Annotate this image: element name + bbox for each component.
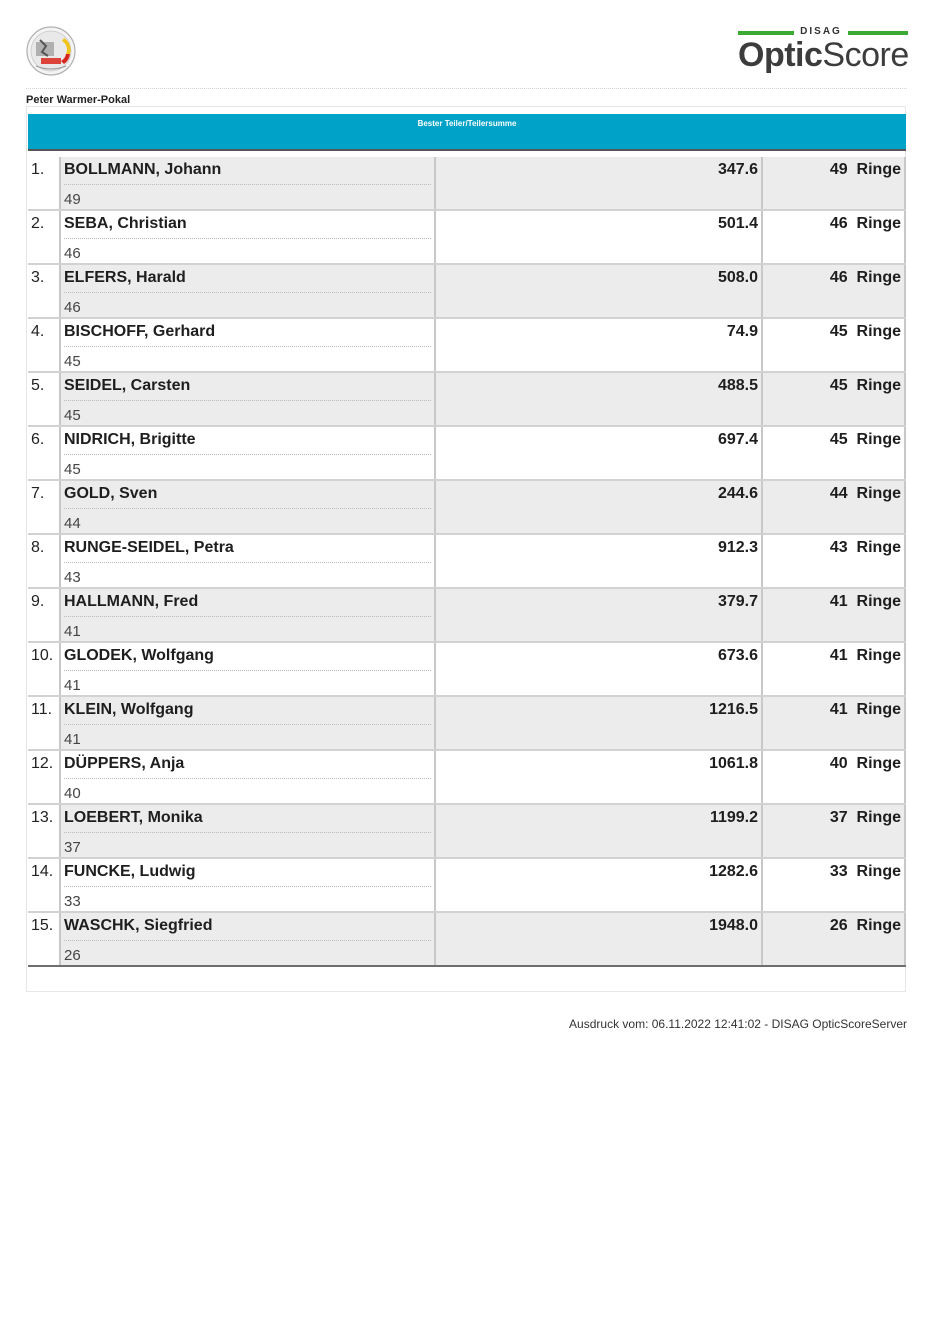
teiler-value: 1061.8 [434,751,761,803]
rank-cell: 13. [31,809,54,826]
shooter-name: NIDRICH, Brigitte [64,431,196,448]
teiler-value: 1216.5 [434,697,761,749]
shooter-series-value: 49 [64,191,81,208]
shooter-name: ELFERS, Harald [64,269,186,286]
rank-cell: 4. [31,323,45,340]
shooter-name: FUNCKE, Ludwig [64,863,196,880]
table-row [28,157,906,211]
table-row [28,373,906,427]
dotted-divider [64,238,431,239]
ringe-value: 33 Ringe [761,859,906,911]
shooter-name: DÜPPERS, Anja [64,755,185,772]
teiler-value: 347.6 [434,157,761,209]
brand-bar-left [738,31,794,35]
rank-cell: 7. [31,485,45,502]
dotted-divider [64,778,431,779]
teiler-value: 379.7 [434,589,761,641]
shooter-series-value: 45 [64,407,81,424]
teiler-value: 501.4 [434,211,761,263]
table-row [28,913,906,967]
brand-logo [738,28,908,74]
shooter-cell [59,535,434,587]
teiler-value: 912.3 [434,535,761,587]
shooter-cell [59,481,434,533]
shooter-series-value: 37 [64,839,81,856]
ringe-value: 49 Ringe [761,157,906,209]
shooter-series-value: 45 [64,353,81,370]
dotted-divider [64,292,431,293]
ringe-value: 43 Ringe [761,535,906,587]
shooter-cell [59,373,434,425]
ringe-value: 41 Ringe [761,697,906,749]
shooter-name: GOLD, Sven [64,485,158,502]
shooter-name: RUNGE-SEIDEL, Petra [64,539,234,556]
ringe-value: 46 Ringe [761,211,906,263]
teiler-value: 74.9 [434,319,761,371]
shooter-cell [59,319,434,371]
shooter-series-value: 41 [64,731,81,748]
table-row [28,751,906,805]
shooter-cell [59,643,434,695]
table-row [28,265,906,319]
shooter-name: KLEIN, Wolfgang [64,701,194,718]
shooter-cell [59,805,434,857]
table-row [28,427,906,481]
ringe-value: 41 Ringe [761,589,906,641]
ringe-value: 37 Ringe [761,805,906,857]
shooter-cell [59,211,434,263]
shooter-name: BISCHOFF, Gerhard [64,323,216,340]
document-title: Peter Warmer-Pokal [26,94,131,106]
teiler-value: 673.6 [434,643,761,695]
dotted-divider [64,346,431,347]
teiler-value: 1948.0 [434,913,761,965]
column-header-band [28,114,906,151]
table-row [28,211,906,265]
rank-cell: 10. [31,647,54,664]
dotted-divider [64,508,431,509]
dotted-divider [64,616,431,617]
club-emblem-icon [26,26,76,76]
shooter-series-value: 41 [64,623,81,640]
teiler-value: 1282.6 [434,859,761,911]
rank-cell: 1. [31,161,45,178]
shooter-series-value: 26 [64,947,81,964]
brand-top-label: DISAG [800,26,842,37]
shooter-cell [59,265,434,317]
brand-name-bold: Optic [738,36,823,74]
results-table [28,157,906,967]
shooter-name: HALLMANN, Fred [64,593,199,610]
rank-cell: 15. [31,917,54,934]
table-row [28,805,906,859]
dotted-divider [64,400,431,401]
dotted-divider [64,670,431,671]
dotted-divider [64,886,431,887]
teiler-value: 1199.2 [434,805,761,857]
dotted-divider [64,940,431,941]
rank-cell: 14. [31,863,54,880]
brand-bar-right [848,31,908,35]
shooter-series-value: 33 [64,893,81,910]
shooter-cell [59,913,434,965]
brand-name [738,36,909,74]
table-row [28,643,906,697]
print-footer: Ausdruck vom: 06.11.2022 12:41:02 - DISAG OpticScoreServer [569,1017,907,1031]
dotted-divider [64,562,431,563]
dotted-divider [64,184,431,185]
rank-cell: 8. [31,539,45,556]
dotted-divider [64,724,431,725]
shooter-cell [59,427,434,479]
shooter-series-value: 45 [64,461,81,478]
shooter-name: SEBA, Christian [64,215,187,232]
shooter-cell [59,697,434,749]
shooter-series-value: 40 [64,785,81,802]
ringe-value: 45 Ringe [761,373,906,425]
shooter-cell [59,589,434,641]
rank-cell: 2. [31,215,45,232]
teiler-value: 488.5 [434,373,761,425]
rank-cell: 11. [31,701,53,718]
shooter-series-value: 46 [64,299,81,316]
table-row [28,535,906,589]
ringe-value: 46 Ringe [761,265,906,317]
shooter-name: LOEBERT, Monika [64,809,203,826]
dotted-divider [64,832,431,833]
table-row [28,589,906,643]
rank-cell: 5. [31,377,45,394]
shooter-series-value: 43 [64,569,81,586]
shooter-cell [59,157,434,209]
teiler-value: 697.4 [434,427,761,479]
ringe-value: 40 Ringe [761,751,906,803]
table-row [28,859,906,913]
shooter-series-value: 44 [64,515,81,532]
table-row [28,319,906,373]
shooter-series-value: 46 [64,245,81,262]
shooter-series-value: 41 [64,677,81,694]
rank-cell: 6. [31,431,45,448]
shooter-cell [59,859,434,911]
ringe-value: 45 Ringe [761,319,906,371]
rank-cell: 9. [31,593,45,610]
ringe-value: 41 Ringe [761,643,906,695]
shooter-name: BOLLMANN, Johann [64,161,222,178]
teiler-value: 244.6 [434,481,761,533]
rank-cell: 3. [31,269,45,286]
teiler-value: 508.0 [434,265,761,317]
shooter-name: SEIDEL, Carsten [64,377,191,394]
table-row [28,481,906,535]
brand-name-regular: Score [822,36,909,74]
shooter-name: GLODEK, Wolfgang [64,647,214,664]
ringe-value: 45 Ringe [761,427,906,479]
column-header-label: Bester Teiler/Teilersumme [417,119,517,128]
shooter-cell [59,751,434,803]
header-divider [26,88,907,89]
dotted-divider [64,454,431,455]
rank-cell: 12. [31,755,54,772]
shooter-name: WASCHK, Siegfried [64,917,213,934]
ringe-value: 44 Ringe [761,481,906,533]
ringe-value: 26 Ringe [761,913,906,965]
table-row [28,697,906,751]
